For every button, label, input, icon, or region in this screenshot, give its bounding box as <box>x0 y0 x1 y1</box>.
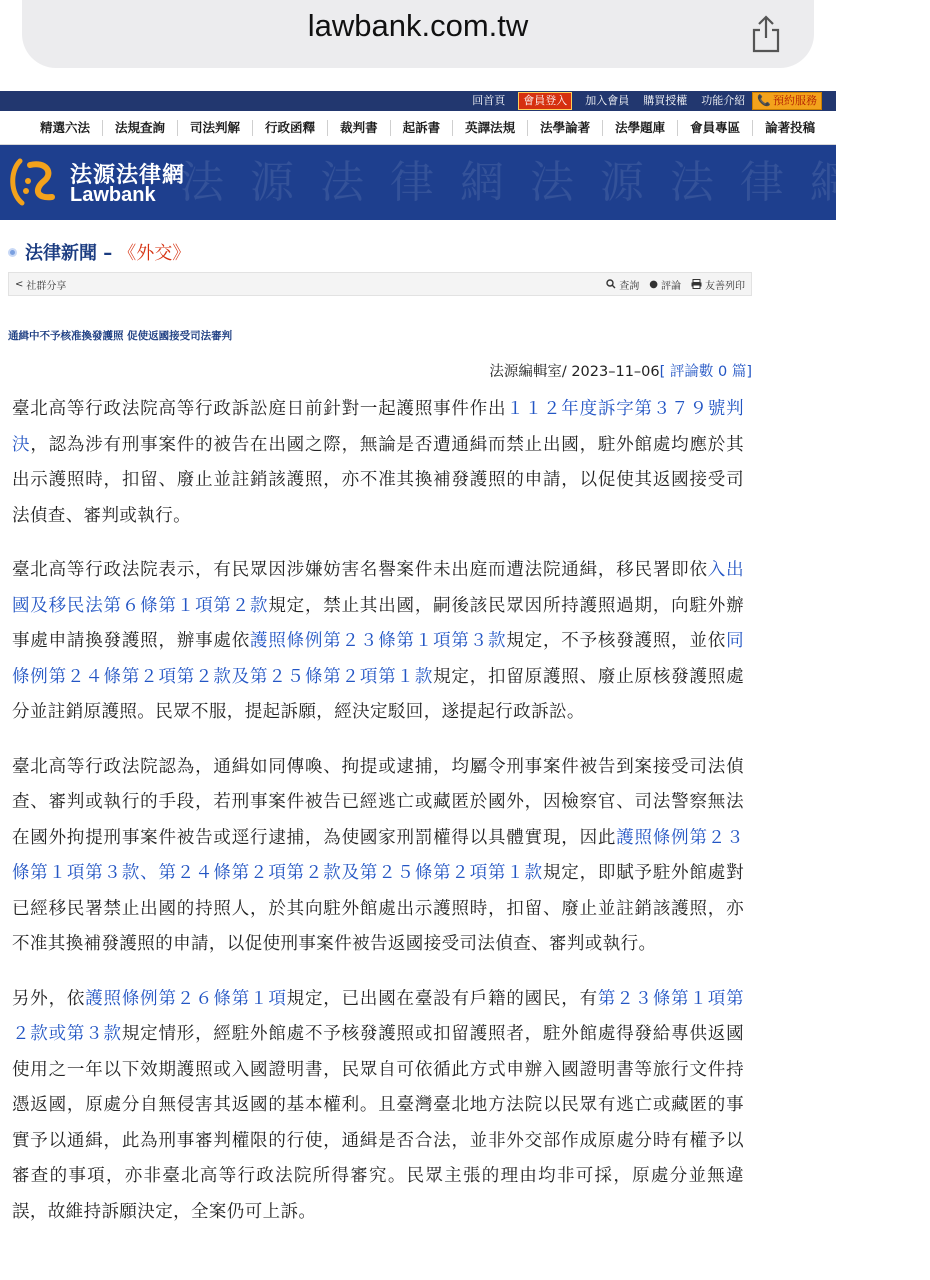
article-paragraph <box>12 553 744 731</box>
article-headline: 通緝中不予核准換發護照 促使返國接受司法審判 <box>8 330 233 342</box>
main-nav <box>0 111 836 145</box>
nav-item[interactable]: 司法判解 <box>178 120 253 136</box>
browser-chrome <box>0 0 836 88</box>
lawbank-logo-icon <box>6 151 66 213</box>
search-label: 查詢 <box>619 280 640 292</box>
social-share-label: 社群分享 <box>26 280 67 292</box>
search-button[interactable] <box>606 277 639 292</box>
law-link[interactable]: 同條例第２４條第２項第２款及第２５條第２項第１款 <box>12 631 744 687</box>
url-text[interactable]: lawbank.com.tw <box>307 8 529 43</box>
paragraph-text: 規定，即賦予駐外館處對已經移民署禁止出國的持照人，於其向駐外館處出示護照時，扣留、廢止並註銷該護照，亦不准其換補發護照的申請，以促使刑事案件被告返國接受司法偵查、審判或執行。 <box>12 863 744 954</box>
reserve-button[interactable] <box>752 92 822 110</box>
share-icon[interactable] <box>748 14 784 54</box>
features-link[interactable]: 功能介紹 <box>701 94 746 107</box>
print-label: 友善列印 <box>705 280 745 292</box>
share-icon: < <box>15 278 24 290</box>
section-title-text: 法律新聞 – <box>25 243 113 264</box>
nav-item[interactable]: 會員專區 <box>678 120 753 136</box>
nav-item[interactable]: 英譯法規 <box>453 120 528 136</box>
nav-item[interactable]: 裁判書 <box>328 120 391 136</box>
login-button[interactable]: 會員登入 <box>518 92 572 110</box>
article-paragraph <box>12 750 744 963</box>
law-link[interactable]: 第２３條第１項第２款或第３款 <box>12 988 744 1044</box>
nav-item[interactable]: 法學論著 <box>528 120 603 136</box>
paragraph-text: 規定，不予核發護照，並依 <box>506 631 727 651</box>
law-link[interactable]: 護照條例第２６條第１項 <box>85 988 287 1009</box>
site-name-chinese: 法源法律網 <box>70 163 186 188</box>
phone-icon: 📞 <box>757 94 771 107</box>
article-paragraph <box>12 392 744 534</box>
paragraph-text: 臺北高等行政法院表示，有民眾因涉嫌妨害名譽案件未出庭而遭法院通緝，移民署即依 <box>12 560 708 580</box>
paragraph-text: 規定，扣留原護照、廢止原核發護照處分並註銷原護照。民眾不服，提起訴願，經決定駁回，遂提起行政訴訟。 <box>12 666 744 722</box>
paragraph-text: 另外，依 <box>12 988 86 1009</box>
address-bar[interactable] <box>22 0 814 68</box>
home-link[interactable]: 回首頁 <box>472 94 506 107</box>
site-name-english: Lawbank <box>70 184 156 206</box>
nav-item[interactable]: 行政函釋 <box>253 120 328 136</box>
article-paragraph <box>12 982 744 1231</box>
social-share-button[interactable] <box>15 277 66 292</box>
article-byline <box>489 360 752 381</box>
print-button[interactable] <box>691 277 745 292</box>
comment-count-link[interactable]: [ 評論數 0 篇] <box>659 364 752 380</box>
comment-button[interactable] <box>649 277 681 292</box>
comment-icon: ● <box>649 278 658 290</box>
law-link[interactable]: 護照條例第２３條第１項第３款 <box>250 631 507 651</box>
paragraph-text: 規定情形，經駐外館處不予核發護照或扣留護照者，駐外館處得發給專供返國使用之一年以下效期護照或入國證明書，民眾自可依循此方式申辦入國證明書等旅行文件持憑返國，原處分自無侵害其返國的基本權利。且臺灣臺北地方法院以民眾有逃亡或藏匿的事實予以通緝，此為刑事審判權限的行使，通緝是否合法，並非外交部作成原處分時有權予以審查的事項，亦非臺北高等行政法院所得審究。民眾主張的理由均非可採，原處分並無違誤，故維持訴願決定，全案仍可上訴。 <box>12 1024 744 1222</box>
paragraph-text: ，認為涉有刑事案件的被告在出國之際，無論是否遭通緝而禁止出國，駐外館處均應於其出示護照時，扣留、廢止並註銷該護照，亦不准其換補發護照的申請，以促使其返國接受司法偵查、審判或執行。 <box>12 434 744 526</box>
buy-link[interactable]: 購買授權 <box>643 94 688 107</box>
article-toolbar <box>8 272 752 296</box>
reserve-label: 預約服務 <box>773 94 817 107</box>
join-link[interactable]: 加入會員 <box>585 94 630 107</box>
law-link[interactable]: 護照條例第２３條第１項第３款、第２４條第２項第２款及第２５條第２項第１款 <box>12 827 744 883</box>
section-title <box>8 240 190 264</box>
article-body <box>12 392 744 1249</box>
top-links-bar <box>0 91 836 111</box>
nav-item[interactable]: 法學題庫 <box>603 120 678 136</box>
law-link[interactable]: 入出國及移民法第６條第１項第２款 <box>12 560 744 616</box>
paragraph-text: 規定，禁止其出國，嗣後該民眾因所持護照過期，向駐外辦事處申請換發護照，辦事處依 <box>12 595 744 651</box>
print-icon <box>691 279 702 289</box>
paragraph-text: 規定，已出國在臺設有戶籍的國民，有 <box>286 988 598 1009</box>
comment-label: 評論 <box>661 280 681 292</box>
nav-item[interactable]: 論著投稿 <box>765 119 816 135</box>
search-icon <box>606 279 616 289</box>
nav-item[interactable]: 法規查詢 <box>103 120 178 136</box>
site-banner[interactable] <box>0 145 930 220</box>
byline-text: 法源編輯室/ 2023–11–06 <box>489 364 660 380</box>
banner-pattern: 法 源 法 律 網 法 源 法 律 網 法 <box>180 157 930 208</box>
paragraph-text: 臺北高等行政法院認為，通緝如同傳喚、拘提或逮捕，均屬令刑事案件被告到案接受司法偵查、審判或執行的手段，若刑事案件被告已經逃亡或藏匿於國外，因檢察官、司法警察無法在國外拘提刑事案件被告或逕行逮捕，為使國家刑罰權得以具體實現，因此 <box>12 756 744 848</box>
bullet-icon <box>8 248 17 257</box>
paragraph-text: 臺北高等行政法院高等行政訴訟庭日前針對一起護照事件作出 <box>12 399 507 419</box>
judgment-link[interactable]: １１２年度訴字第３７９號判決 <box>12 399 744 455</box>
nav-item[interactable]: 精選六法 <box>28 120 103 136</box>
section-category-link[interactable]: 《外交》 <box>118 243 191 264</box>
nav-item[interactable]: 起訴書 <box>391 120 454 136</box>
